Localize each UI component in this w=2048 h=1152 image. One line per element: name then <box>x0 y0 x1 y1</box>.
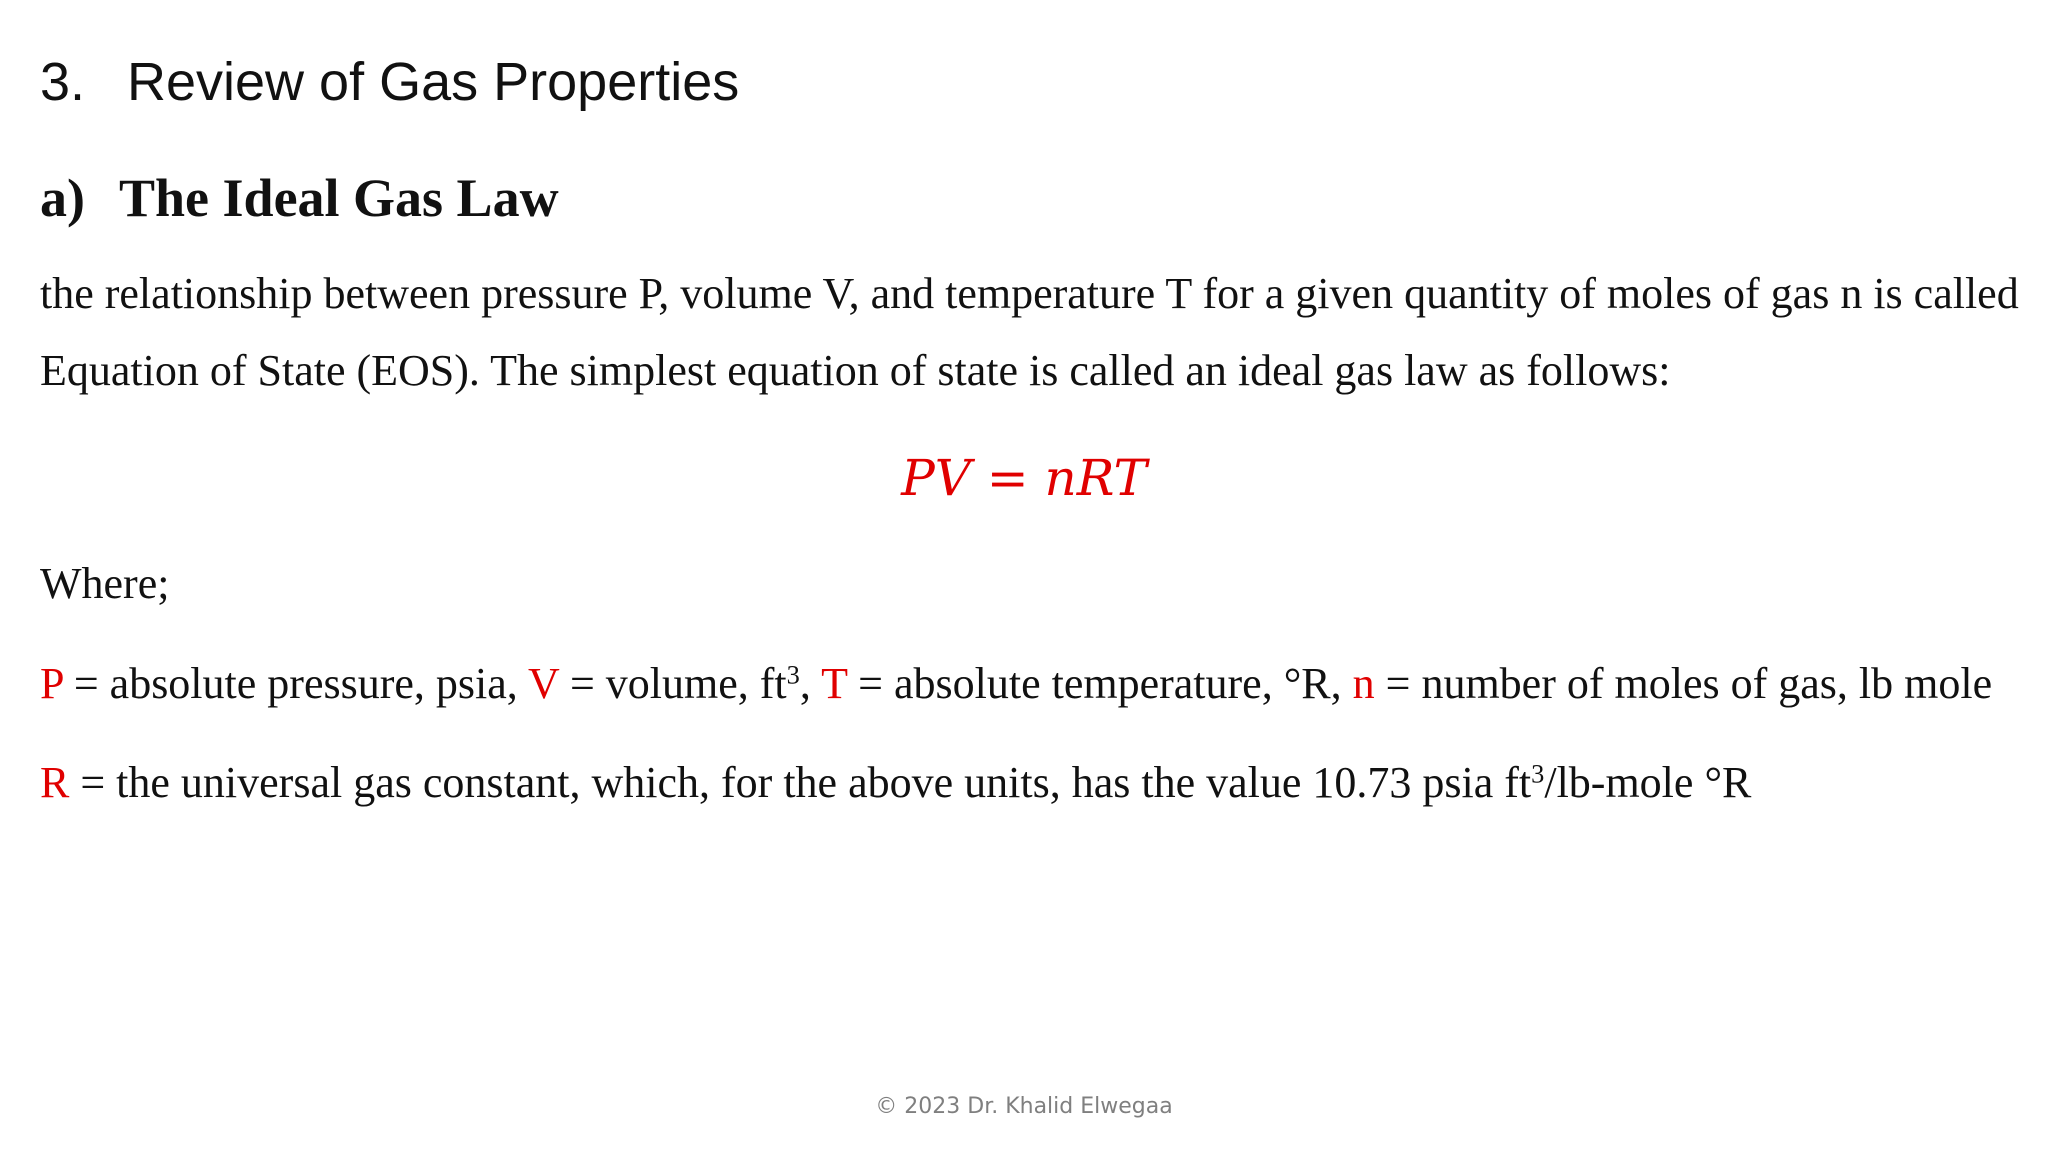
definition-r: = the universal gas constant, which, for the above units, has the value 10.73 psia ft <box>69 758 1532 807</box>
definitions-line-1 <box>40 658 1992 711</box>
symbol-t: T <box>821 659 848 708</box>
symbol-n: n <box>1352 659 1375 708</box>
section-number: 3. <box>40 52 86 112</box>
definition-r-units: /lb-mole °R <box>1544 758 1752 807</box>
symbol-p: P <box>40 659 63 708</box>
section-title: Review of Gas Properties <box>127 52 740 112</box>
section-heading <box>40 50 739 115</box>
definitions-line-2 <box>40 757 1751 810</box>
definition-p: = absolute pressure, psia, <box>62 659 528 708</box>
paragraph-line-1: the relationship between pressure P, volume V, and temperature T for a given quantity of moles of gas n is called <box>40 269 2019 318</box>
symbol-r: R <box>40 758 70 807</box>
definition-v-separator: , <box>799 659 822 708</box>
definition-t: = absolute temperature, °R, <box>847 659 1353 708</box>
definition-v-superscript: 3 <box>786 659 800 690</box>
copyright-footer: © 2023 Dr. Khalid Elwegaa <box>875 1094 1173 1119</box>
ideal-gas-equation: PV = nRT <box>901 449 1147 507</box>
paragraph-line-2: Equation of State (EOS). The simplest equation of state is called an ideal gas law as follows: <box>40 346 1671 395</box>
where-label: Where; <box>40 559 170 608</box>
definition-r-superscript: 3 <box>1531 758 1545 789</box>
subsection-letter: a) <box>40 168 85 228</box>
subsection-title: The Ideal Gas Law <box>119 168 559 228</box>
subsection-heading <box>40 166 559 231</box>
symbol-v: V <box>527 659 559 708</box>
definition-v: = volume, ft <box>558 659 787 708</box>
definition-n: = number of moles of gas, lb mole <box>1374 659 1993 708</box>
